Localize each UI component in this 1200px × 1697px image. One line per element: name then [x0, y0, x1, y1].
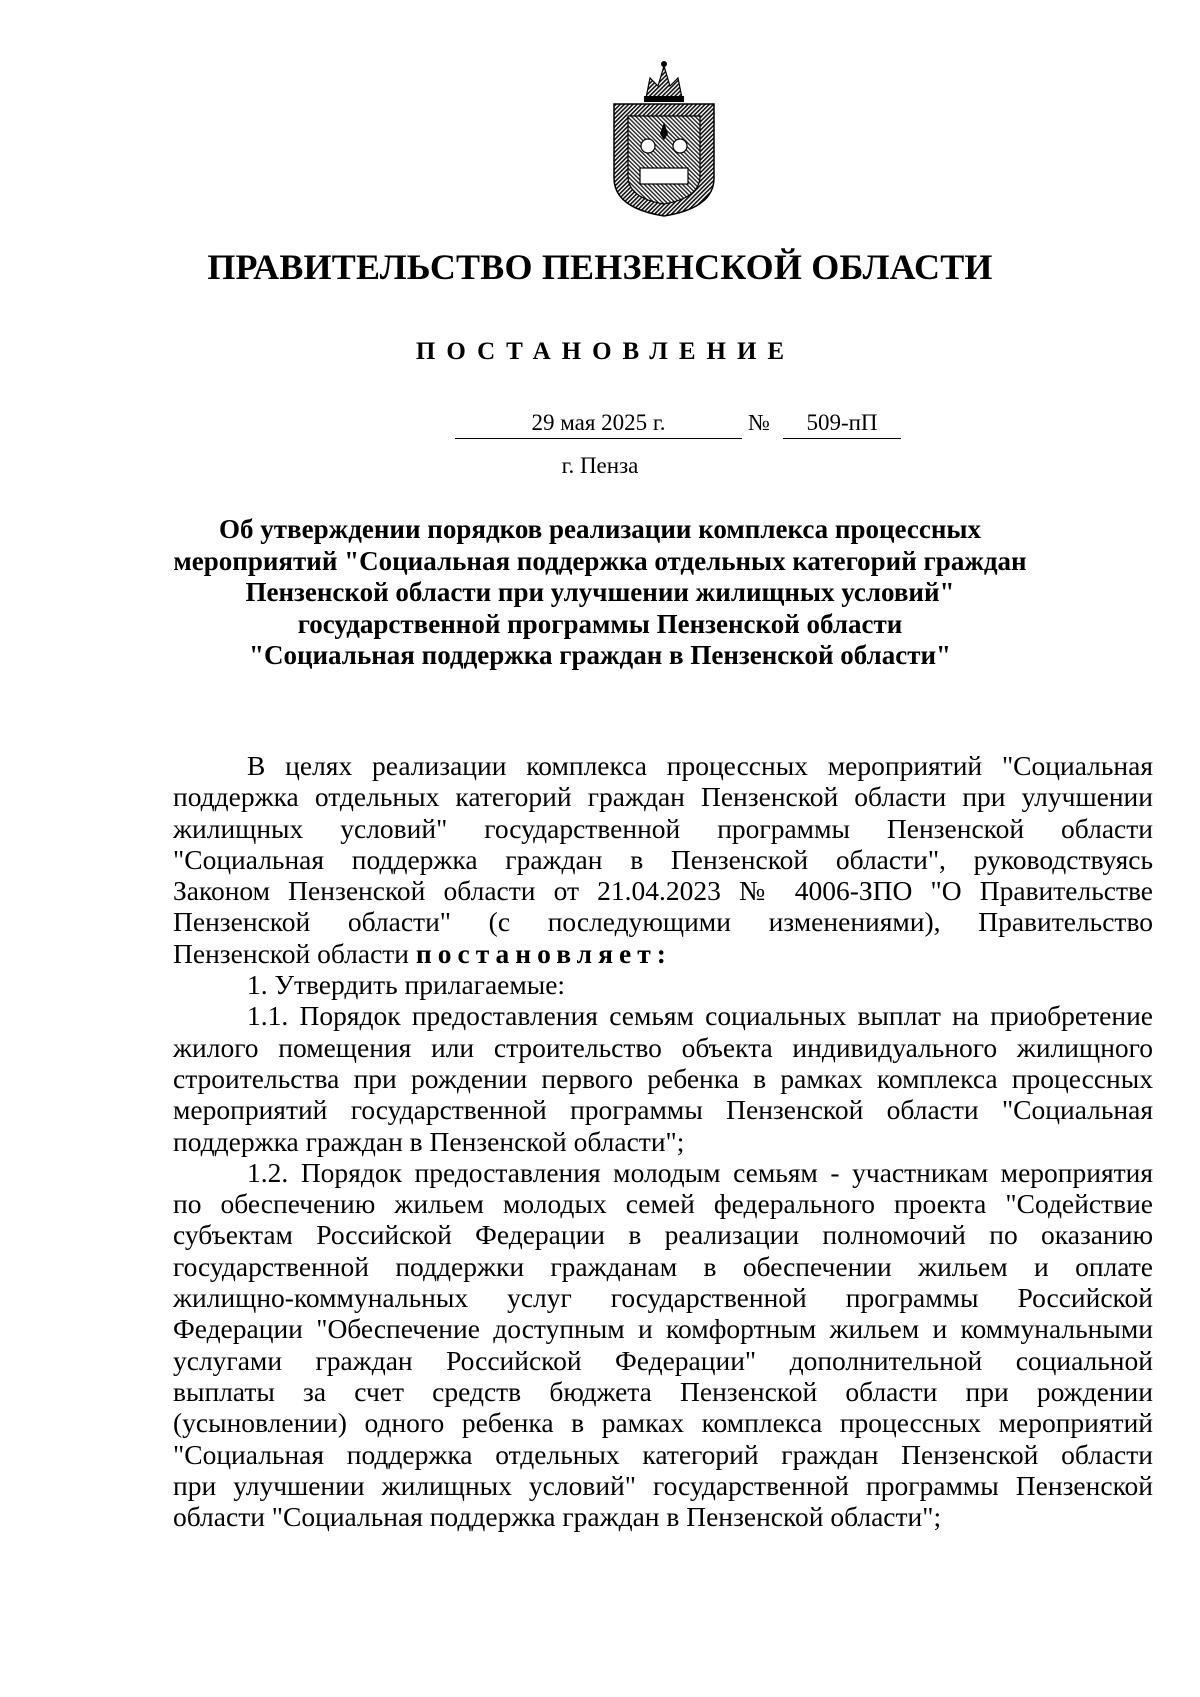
body-line: услугами граждан Российской Федерации" дополнительной социальной	[173, 1344, 1153, 1376]
body-line: "Социальная поддержка отдельных категорий граждан Пензенской области	[173, 1438, 1153, 1470]
body-line: при улучшении жилищных условий" государственной программы Пензенской	[173, 1469, 1153, 1501]
body-line: поддержка граждан в Пензенской области";	[173, 1125, 685, 1157]
decree-body	[173, 750, 1153, 1532]
city: г. Пенза	[561, 453, 639, 478]
body-line: Законом Пензенской области от 21.04.2023 № 4006-ЗПО "О Правительстве	[173, 875, 1153, 907]
body-line: жилищных условий" государственной программы Пензенской области	[173, 812, 1153, 844]
decree-number: 509-пП	[783, 408, 901, 439]
heading-line: мероприятий "Социальная поддержка отдельных категорий граждан	[173, 545, 1027, 576]
body-line: государственной поддержки гражданам в обеспечении жильем и оплате	[173, 1250, 1153, 1282]
decree-heading	[150, 514, 1050, 672]
body-line: "Социальная поддержка граждан в Пензенской области", руководствуясь	[173, 843, 1153, 875]
body-line: строительства при рождении первого ребенка в рамках комплекса процессных	[173, 1062, 1153, 1094]
body-line: жилищно-коммунальных услуг государственной программы Российской	[173, 1282, 1153, 1314]
body-line: 1.2. Порядок предоставления молодым семьям - участникам мероприятия	[247, 1156, 1153, 1188]
item-1: 1. Утвердить прилагаемые:	[247, 969, 566, 1001]
heading-line: государственной программы Пензенской области	[297, 608, 903, 639]
government-name: ПРАВИТЕЛЬСТВО ПЕНЗЕНСКОЙ ОБЛАСТИ	[207, 247, 993, 287]
body-line: Федерации "Обеспечение доступным и комфортным жильем и коммунальными	[173, 1313, 1153, 1345]
body-line: поддержка отдельных категорий граждан Пензенской области при улучшении	[173, 781, 1153, 813]
coat-of-arms-icon	[606, 58, 722, 218]
body-line: мероприятий государственной программы Пензенской области "Социальная	[173, 1094, 1153, 1126]
body-line: выплаты за счет средств бюджета Пензенской области при рождении	[173, 1375, 1153, 1407]
body-line: (усыновлении) одного ребенка в рамках комплекса процессных мероприятий	[173, 1407, 1153, 1439]
decree-date: 29 мая 2025 г.	[455, 408, 742, 439]
body-line	[173, 938, 1153, 969]
body-line: по обеспечению жильем молодых семей федерального проекта "Содействие	[173, 1188, 1153, 1220]
heading-line: Пензенской области при улучшении жилищных условий"	[245, 577, 955, 607]
document-type: ПОСТАНОВЛЕНИЕ	[415, 338, 796, 365]
intro-last-prefix: Пензенской области	[173, 937, 410, 969]
heading-line: Об утверждении порядков реализации комплекса процессных	[219, 514, 981, 544]
body-line: Пензенской области" (с последующими изменениями), Правительство	[173, 906, 1153, 938]
decree-word: постановляет:	[415, 937, 672, 969]
number-sign: №	[748, 410, 770, 435]
body-line: В целях реализации комплекса процессных мероприятий "Социальная	[247, 750, 1153, 781]
heading-line: "Социальная поддержка граждан в Пензенской области"	[248, 640, 952, 670]
body-line: жилого помещения или строительство объекта индивидуального жилищного	[173, 1031, 1153, 1063]
body-line: области "Социальная поддержка граждан в Пензенской области";	[173, 1501, 942, 1533]
body-line: субъектам Российской Федерации в реализации полномочий по оказанию	[173, 1219, 1153, 1251]
date-number-line	[0, 408, 1200, 444]
body-line: 1.1. Порядок предоставления семьям социальных выплат на приобретение	[247, 1000, 1153, 1032]
